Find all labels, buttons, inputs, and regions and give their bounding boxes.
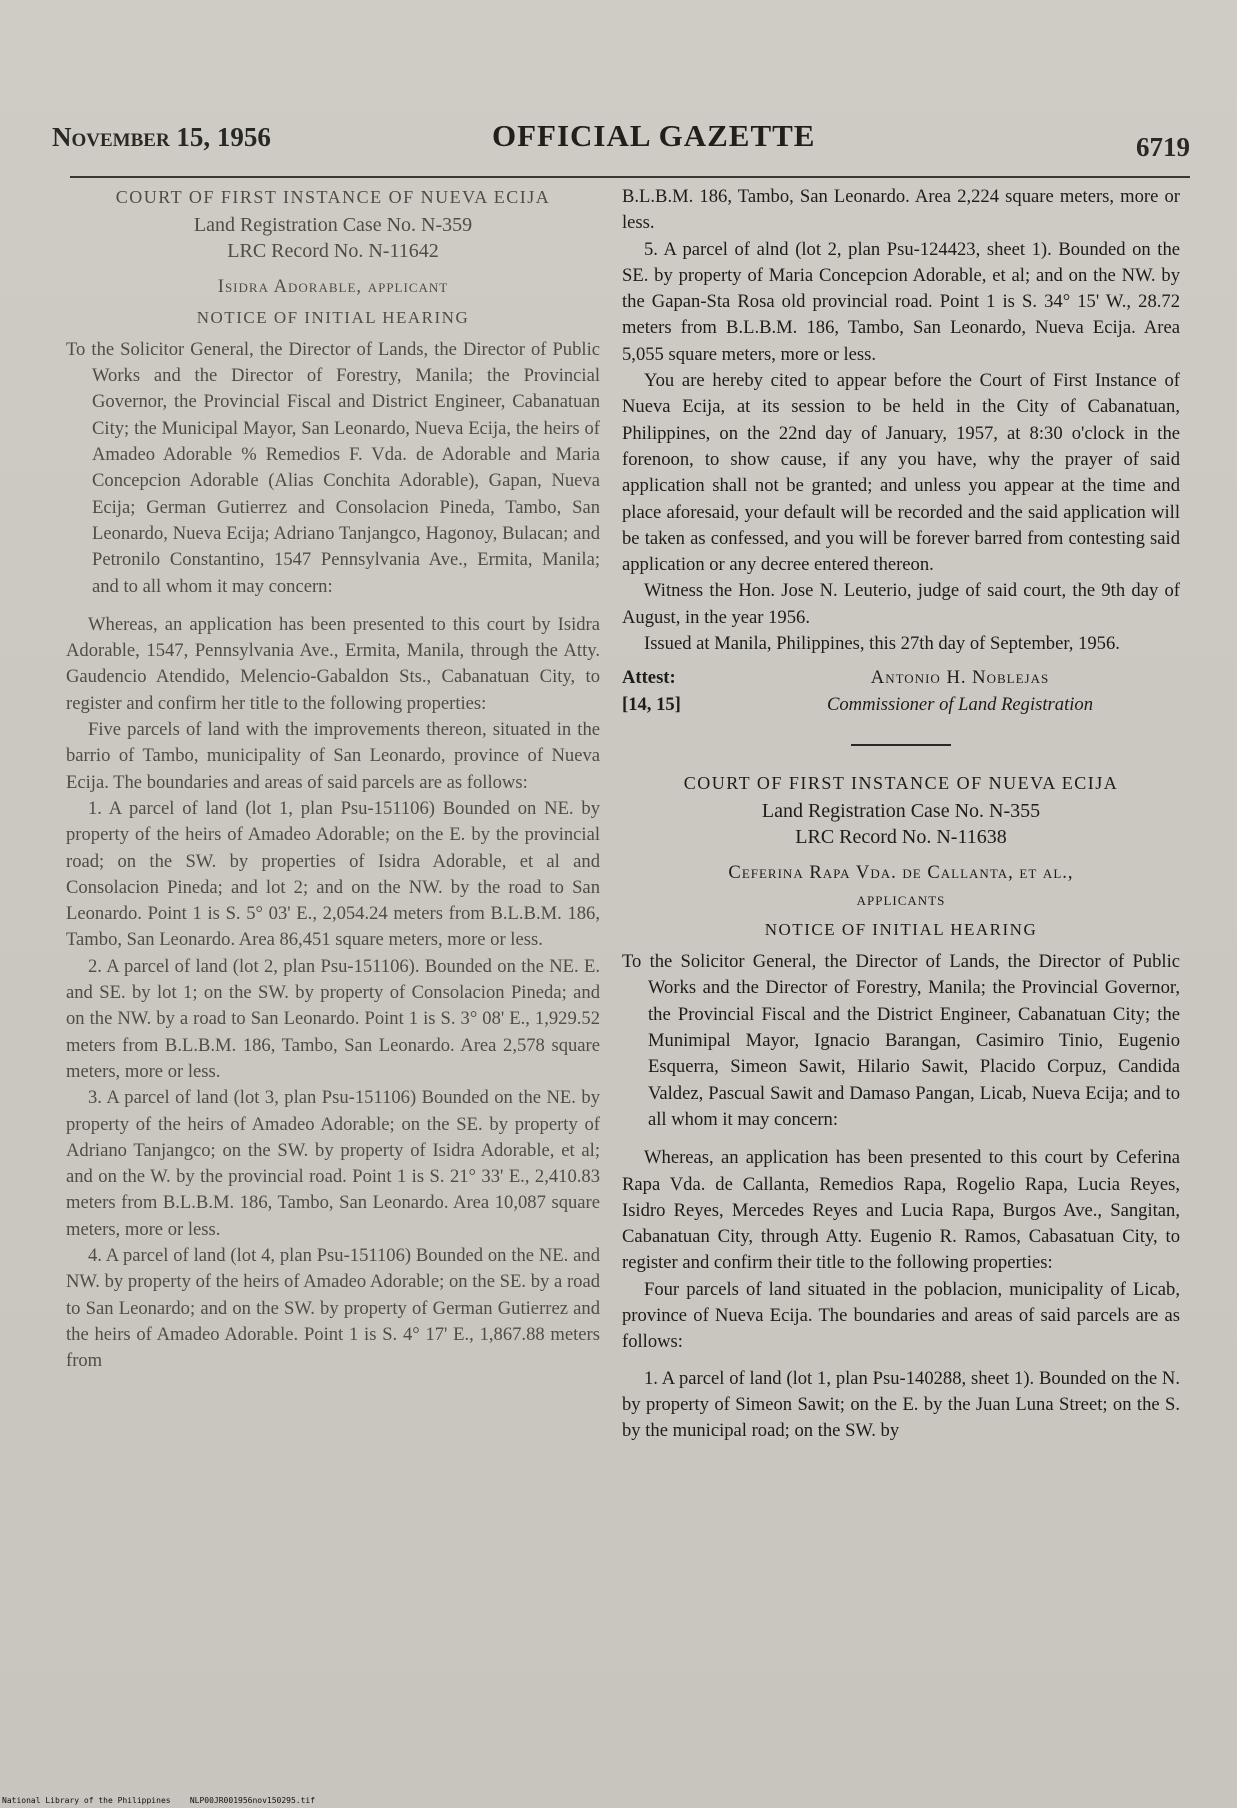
right-column [622,184,1180,1444]
left-column [66,184,600,1374]
parcel-2: 2. A parcel of land (lot 2, plan Psu-151106). Bounded on the NE. E. and SE. by lot 1; on the SW. by property of Consolacion Pineda; and on the NW. by a road to San Leonardo. Point 1 is S. 3° 08' E., 1,929.52 meters from B.L.B.M. 186, Tambo, San Leonardo. Area 2,578 square meters, more or less. [66,955,600,1082]
issue-reference: [14, 15] [622,693,681,715]
page-header [52,118,1190,164]
attest-label: Attest: [622,667,676,689]
lrc-record-2: LRC Record No. N-11638 [795,826,1007,849]
notice-heading-2: NOTICE OF INITIAL HEARING [764,919,1038,939]
whereas-paragraph-2: Whereas, an application has been presented to this court by Ceferina Rapa Vda. de Callanta, Remedios Rapa, Rogelio Rapa, Lucia Reyes, Isidro Reyes, Mercedes Reyes and Lucia Rapa, Burgos Ave., Sangitan, Cabanatuan City, through Atty. Eugenio R. Ramos, Cabasatuan City, to register and confirm their title to the following properties: [622,1147,1180,1274]
parcel-3: 3. A parcel of land (lot 3, plan Psu-151106) Bounded on the NE. by property of the heirs of Amadeo Adorable; on the SE. by property of Adriano Tanjangco; on the SW. by property of Isidra Adorable, et al; and on the W. by the provincial road. Point 1 is S. 21° 33' E., 2,410.83 meters from B.L.B.M. 186, Tambo, San Leonardo. Area 10,087 square meters, more or less. [66,1087,600,1240]
case-number: Land Registration Case No. N-359 [193,214,473,237]
addressees: To the Solicitor General, the Director of Lands, the Director of Public Works and the Director of Forestry, Manila; the Provincial Governor, the Provincial Fiscal and District Engineer, Cabanatuan City; the Municipal Mayor, San Leonardo, Nueva Ecija, the heirs of Amadeo Adorable % Remedios F. Vda. de Adorable and Maria Concepcion Adorable (Alias Conchita Adorable), Gapan, Nueva Ecija; German Gutierrez and Consolacion Pineda, Tambo, San Leonardo, Nueva Ecija; Adriano Tanjangco, Hagonoy, Bulacan; and Petronilo Constantino, 1547 Pennsylvania Ave., Ermita, Manila; and to all whom it may concern: [66,338,600,597]
commissioner-line [622,692,1180,718]
attest-signatory: Antonio H. Noblejas [870,667,1050,689]
whereas-paragraph: Whereas, an application has been presented to this court by Isidra Adorable, 1547, Pennsylvania Ave., Ermita, Manila, through the Atty. Gaudencio Atendido, Melencio-Gabaldon Sts., Cabanatuan City, to register and confirm her title to the following properties: [66,613,600,714]
attest-line [622,665,1180,691]
case-number-2: Land Registration Case No. N-355 [761,800,1041,823]
parcels-intro: Five parcels of land with the improvements thereon, situated in the barrio of Tambo, municipality of San Leonardo, province of Nueva Ecija. The boundaries and areas of said parcels are as follows: [66,719,600,793]
commissioner-title: Commissioner of Land Registration [826,693,1093,715]
header-page-number: 6719 [1136,132,1190,162]
addressees-2: To the Solicitor General, the Director of Lands, the Director of Public Works and the Director of Forestry, Manila; the Provincial Governor, the Provincial Fiscal and the District Engineer, Cabanatuan City; the Munimipal Mayor, Ignacio Barangan, Casimiro Tinio, Eugenio Esquerra, Simeon Sawit, Hilario Sawit, Placido Corpuz, Candida Valdez, Pascual Sawit and Damaso Pangan, Licab, Nueva Ecija; and to all whom it may concern: [622,951,1180,1130]
court-heading: COURT OF FIRST INSTANCE OF NUEVA ECIJA [115,187,551,207]
scan-footer: National Library of the Philippines NLP00JR001956nov150295.tif [2,1796,316,1805]
parcel-1: 1. A parcel of land (lot 1, plan Psu-151106) Bounded on NE. by property of the heirs of Amadeo Adorable; on the E. by the provincial road; on the SW. by properties of Isidra Adorable, et al and Consolacion Pineda; and lot 2; and on the NW. by the road to San Leonardo. Point 1 is S. 5° 03' E., 2,054.24 meters from B.L.B.M. 186, Tambo, San Leonardo. Area 86,451 square meters, more or less. [66,797,600,951]
parcel-2-1: 1. A parcel of land (lot 1, plan Psu-140288, sheet 1). Bounded on the N. by property of Simeon Sawit; on the E. by the Juan Luna Street; on the S. by the municipal road; on the SW. by [622,1367,1180,1442]
header-rule [70,176,1190,178]
citation-paragraph: You are hereby cited to appear before the Court of First Instance of Nueva Ecija, at its session to be held in the City of Cabanatuan, Philippines, on the 22nd day of January, 1957, at 8:30 o'clock in the forenoon, to show cause, if any you have, why the prayer of said application shall not be granted; and unless you appear at the time and place aforesaid, your default will be recorded and the said application will be taken as confessed, and you will be forever barred from contesting said application or any decree entered thereon. [622,370,1180,576]
header-date: November 15, 1956 [52,122,271,152]
parcel-4-continued: B.L.B.M. 186, Tambo, San Leonardo. Area 2,224 square meters, more or less. [622,186,1180,234]
section-divider [851,744,951,746]
witness-paragraph: Witness the Hon. Jose N. Leuterio, judge of said court, the 9th day of August, in the year 1956. [622,580,1180,628]
lrc-record: LRC Record No. N-11642 [227,240,439,263]
applicant: Isidra Adorable, applicant [217,276,449,298]
notice-heading: NOTICE OF INITIAL HEARING [196,307,470,327]
issued-paragraph: Issued at Manila, Philippines, this 27th day of September, 1956. [644,633,1120,655]
applicants-2: Ceferina Rapa Vda. de Callanta, et al., [728,862,1074,884]
parcels-intro-2: Four parcels of land situated in the poblacion, municipality of Licab, province of Nueva Ecija. The boundaries and areas of said parcels are as follows: [622,1278,1180,1353]
applicants-2-label: applicants [856,888,946,910]
parcel-4: 4. A parcel of land (lot 4, plan Psu-151106) Bounded on the NE. and NW. by property of the heirs of Amadeo Adorable; on the SE. by a road to San Leonardo; and on the SW. by property of German Gutierrez and the heirs of Amadeo Adorable. Point 1 is S. 4° 17' E., 1,867.88 meters from [66,1244,600,1372]
parcel-5: 5. A parcel of alnd (lot 2, plan Psu-124423, sheet 1). Bounded on the SE. by property of Maria Concepcion Adorable, et al; and on the NW. by the Gapan-Sta Rosa old provincial road. Point 1 is S. 34° 15' W., 28.72 meters from B.L.B.M. 186, Tambo, San Leonardo, Nueva Ecija. Area 5,055 square meters, more or less. [622,238,1180,365]
header-title: OFFICIAL GAZETTE [492,118,816,153]
court-heading-2: COURT OF FIRST INSTANCE OF NUEVA ECIJA [683,772,1119,793]
